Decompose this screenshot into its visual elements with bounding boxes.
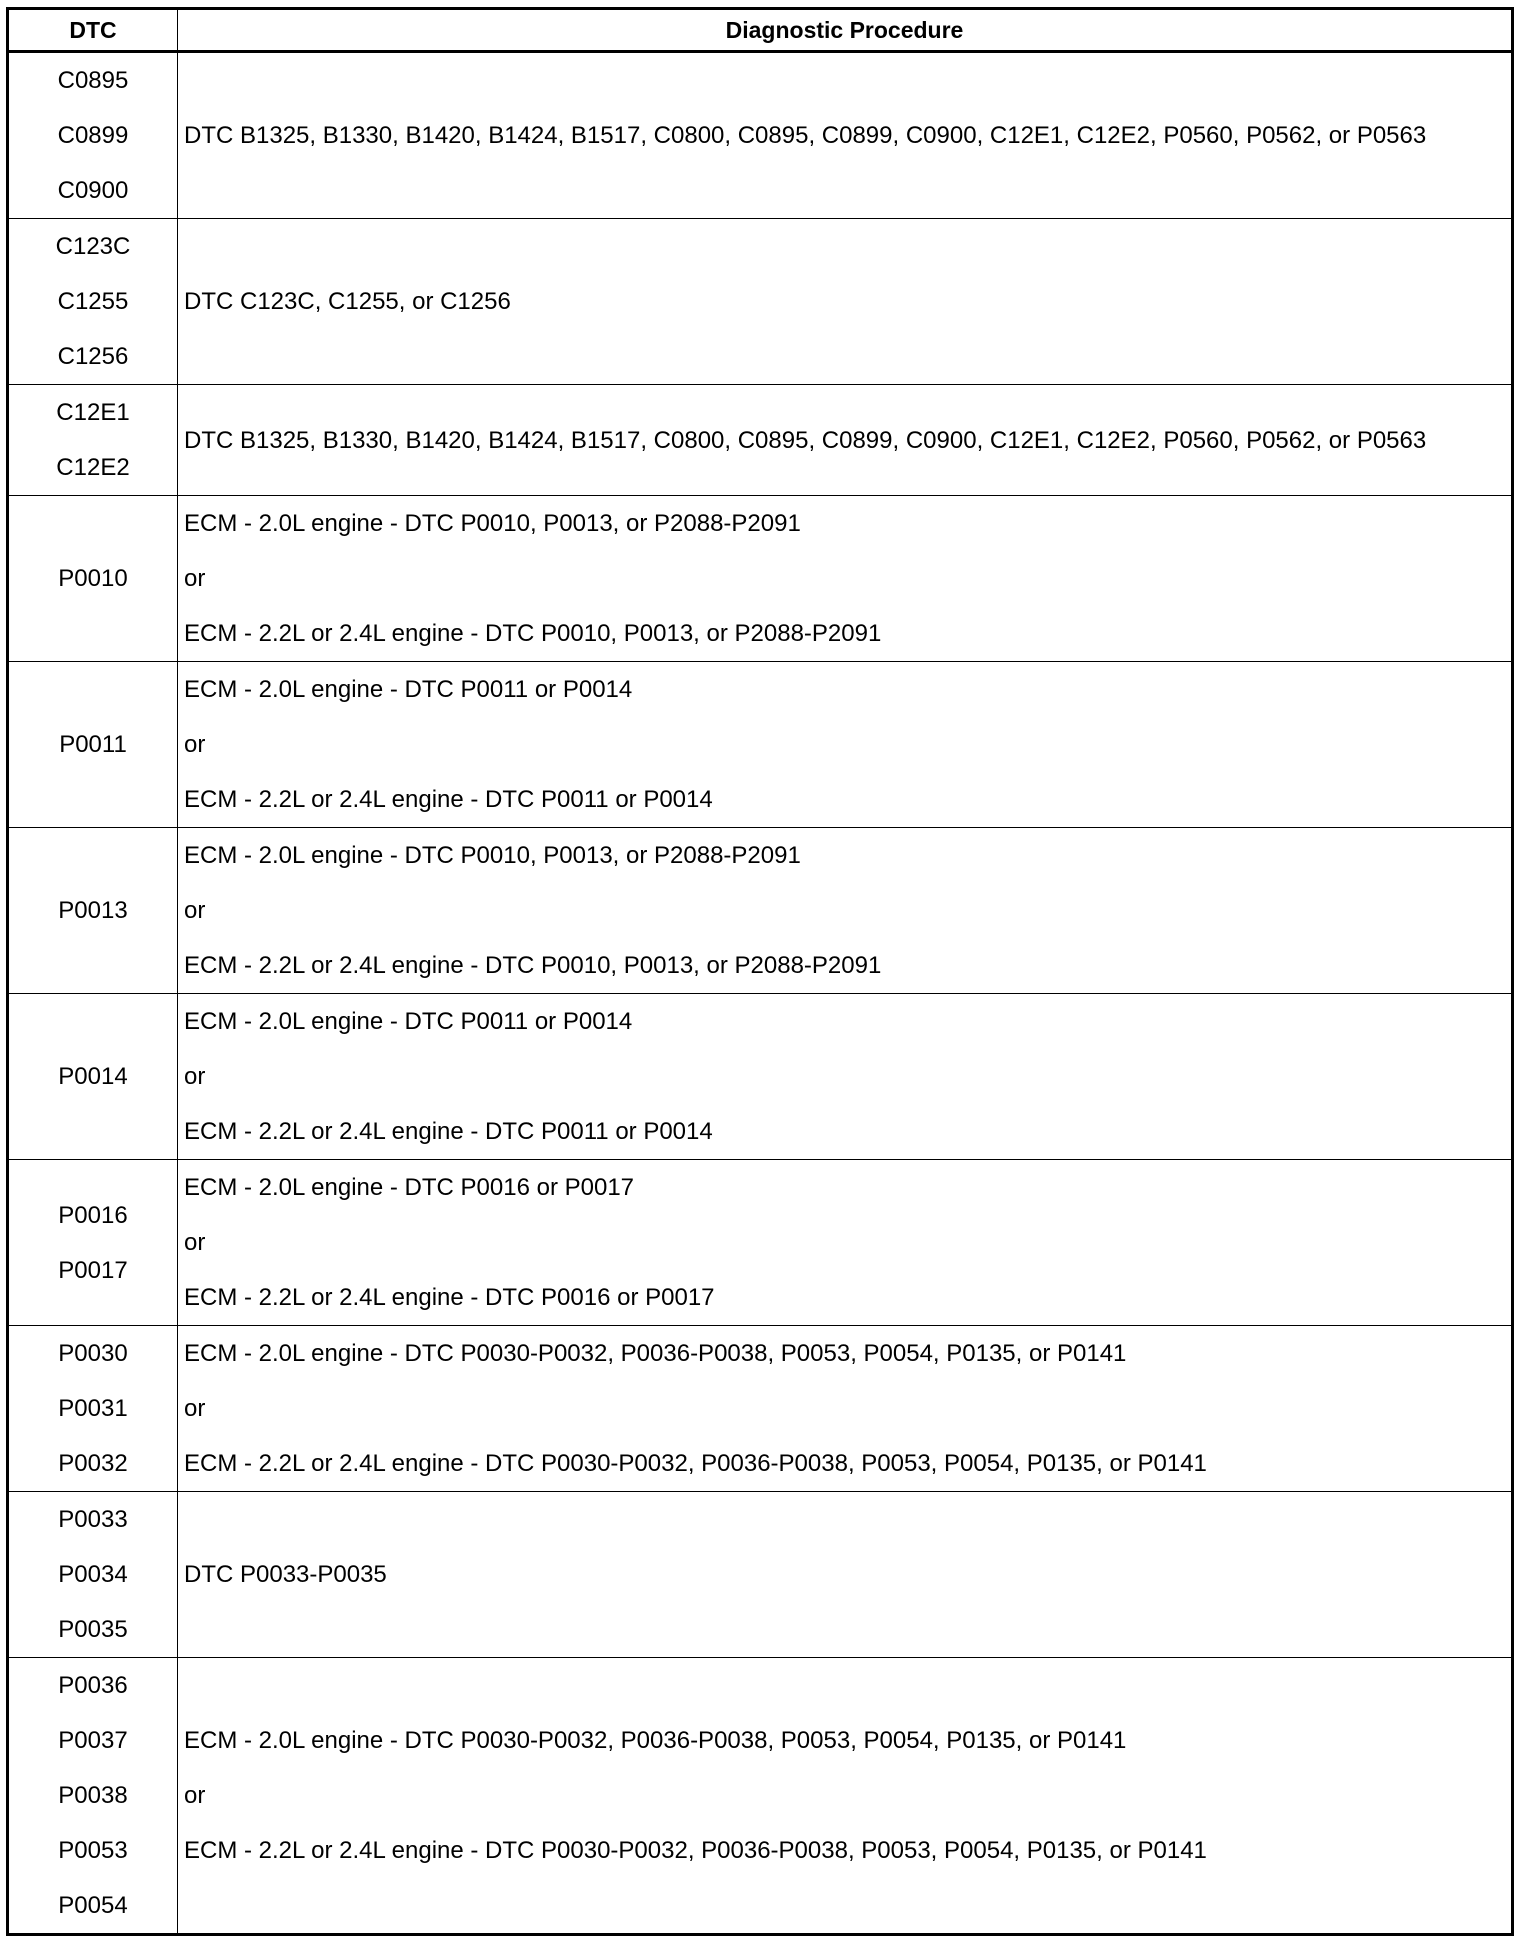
dtc-code: C0900 xyxy=(57,177,129,204)
dtc-procedure-table xyxy=(6,7,1514,1936)
procedure-cell xyxy=(178,385,1513,496)
procedure-line: or xyxy=(184,1229,206,1256)
procedure-cell xyxy=(178,219,1513,385)
procedure-line: ECM - 2.0L engine - DTC P0011 or P0014 xyxy=(184,676,633,703)
procedure-line: or xyxy=(184,731,206,758)
table-row xyxy=(8,662,1513,828)
procedure-line: ECM - 2.0L engine - DTC P0010, P0013, or P2088-P2091 xyxy=(184,842,801,869)
dtc-column-header: DTC xyxy=(8,9,178,52)
dtc-code: P0011 xyxy=(59,731,127,758)
dtc-cell xyxy=(8,1492,178,1658)
procedure-line: or xyxy=(184,897,206,924)
table-body xyxy=(8,52,1513,1935)
dtc-code: P0034 xyxy=(58,1561,128,1588)
table-row xyxy=(8,52,1513,219)
procedure-line: ECM - 2.0L engine - DTC P0016 or P0017 xyxy=(184,1174,635,1201)
dtc-code: C123C xyxy=(55,233,131,260)
procedure-line: or xyxy=(184,1063,206,1090)
dtc-cell xyxy=(8,994,178,1160)
dtc-code: P0035 xyxy=(58,1616,128,1643)
dtc-code: P0032 xyxy=(58,1450,128,1477)
procedure-line xyxy=(184,329,1511,384)
dtc-code: P0054 xyxy=(58,1892,128,1919)
procedure-line: or xyxy=(184,565,206,592)
dtc-code: C0899 xyxy=(57,122,129,149)
dtc-code: P0036 xyxy=(58,1672,128,1699)
procedure-line: DTC B1325, B1330, B1420, B1424, B1517, C0800, C0895, C0899, C0900, C12E1, C12E2, P0560, P0562, or P0563 xyxy=(184,122,1427,149)
procedure-line xyxy=(184,1492,1511,1547)
procedure-line: ECM - 2.2L or 2.4L engine - DTC P0011 or P0014 xyxy=(184,786,713,813)
procedure-cell xyxy=(178,1492,1513,1658)
procedure-line: ECM - 2.0L engine - DTC P0030-P0032, P0036-P0038, P0053, P0054, P0135, or P0141 xyxy=(184,1727,1127,1754)
table-row xyxy=(8,1492,1513,1658)
table-row xyxy=(8,1326,1513,1492)
dtc-cell xyxy=(8,385,178,496)
procedure-cell xyxy=(178,1160,1513,1326)
dtc-code: P0016 xyxy=(58,1201,128,1229)
table-header-row xyxy=(8,9,1513,52)
procedure-line: ECM - 2.2L or 2.4L engine - DTC P0016 or P0017 xyxy=(184,1284,715,1311)
procedure-cell xyxy=(178,994,1513,1160)
dtc-cell xyxy=(8,1326,178,1492)
dtc-code: C1255 xyxy=(57,288,129,315)
dtc-code: C1256 xyxy=(57,343,129,370)
procedure-cell xyxy=(178,1326,1513,1492)
dtc-cell xyxy=(8,1160,178,1326)
procedure-cell xyxy=(178,828,1513,994)
procedure-line xyxy=(184,1878,1511,1933)
procedure-line: or xyxy=(184,1782,206,1809)
dtc-code: P0017 xyxy=(58,1256,128,1284)
procedure-line: ECM - 2.0L engine - DTC P0010, P0013, or P2088-P2091 xyxy=(184,510,801,537)
procedure-line: ECM - 2.2L or 2.4L engine - DTC P0011 or P0014 xyxy=(184,1118,713,1145)
dtc-code: P0031 xyxy=(58,1395,128,1422)
procedure-cell xyxy=(178,52,1513,219)
procedure-column-header: Diagnostic Procedure xyxy=(178,9,1513,52)
procedure-line xyxy=(184,219,1511,274)
dtc-code: P0013 xyxy=(58,897,128,924)
procedure-line: DTC C123C, C1255, or C1256 xyxy=(184,288,511,315)
procedure-cell xyxy=(178,1658,1513,1935)
procedure-line: DTC P0033-P0035 xyxy=(184,1561,387,1588)
table-row xyxy=(8,994,1513,1160)
dtc-code: P0014 xyxy=(58,1063,128,1090)
procedure-line: ECM - 2.2L or 2.4L engine - DTC P0010, P0013, or P2088-P2091 xyxy=(184,952,882,979)
procedure-line xyxy=(184,163,1511,218)
procedure-line: ECM - 2.2L or 2.4L engine - DTC P0030-P0032, P0036-P0038, P0053, P0054, P0135, or P0141 xyxy=(184,1450,1207,1477)
dtc-code: C0895 xyxy=(57,67,129,94)
procedure-line xyxy=(184,1602,1511,1657)
procedure-line: ECM - 2.0L engine - DTC P0011 or P0014 xyxy=(184,1008,633,1035)
procedure-line: ECM - 2.0L engine - DTC P0030-P0032, P0036-P0038, P0053, P0054, P0135, or P0141 xyxy=(184,1340,1127,1367)
procedure-line: ECM - 2.2L or 2.4L engine - DTC P0030-P0032, P0036-P0038, P0053, P0054, P0135, or P0141 xyxy=(184,1837,1207,1864)
dtc-cell xyxy=(8,496,178,662)
dtc-cell xyxy=(8,662,178,828)
table-row xyxy=(8,1658,1513,1935)
dtc-cell xyxy=(8,1658,178,1935)
table-row xyxy=(8,496,1513,662)
dtc-code: P0053 xyxy=(58,1837,128,1864)
procedure-line: DTC B1325, B1330, B1420, B1424, B1517, C0800, C0895, C0899, C0900, C12E1, C12E2, P0560, P0562, or P0563 xyxy=(184,426,1427,454)
dtc-code: C12E1 xyxy=(56,399,130,426)
table-row xyxy=(8,828,1513,994)
procedure-line: ECM - 2.2L or 2.4L engine - DTC P0010, P0013, or P2088-P2091 xyxy=(184,620,882,647)
dtc-code: P0038 xyxy=(58,1782,128,1809)
dtc-cell xyxy=(8,52,178,219)
table-row xyxy=(8,219,1513,385)
dtc-cell xyxy=(8,828,178,994)
dtc-cell xyxy=(8,219,178,385)
dtc-code: P0030 xyxy=(58,1340,128,1367)
procedure-cell xyxy=(178,662,1513,828)
dtc-code: C12E2 xyxy=(56,454,130,481)
table-row xyxy=(8,1160,1513,1326)
procedure-line xyxy=(184,1658,1511,1713)
dtc-code: P0010 xyxy=(58,565,128,592)
procedure-line: or xyxy=(184,1395,206,1422)
procedure-cell xyxy=(178,496,1513,662)
dtc-code: P0037 xyxy=(58,1727,128,1754)
procedure-line xyxy=(184,53,1511,108)
dtc-code: P0033 xyxy=(58,1506,128,1533)
table-row xyxy=(8,385,1513,496)
